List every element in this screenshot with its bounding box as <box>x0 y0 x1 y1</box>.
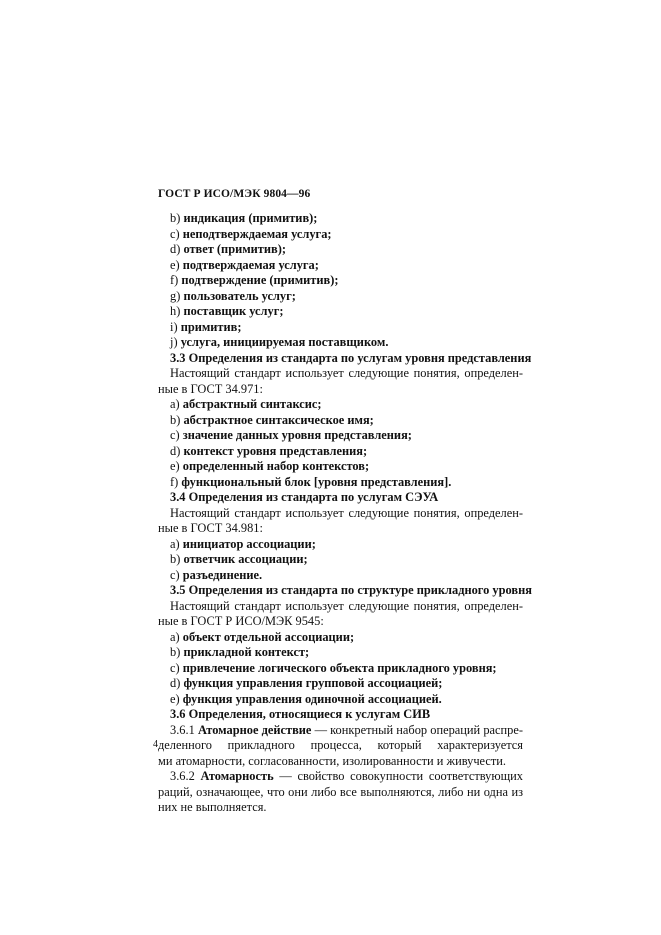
list-marker: a) <box>170 536 180 551</box>
definition-list-item <box>158 692 523 708</box>
document-header: ГОСТ Р ИСО/МЭК 9804—96 <box>158 188 311 200</box>
definition-list-item <box>158 630 523 646</box>
list-marker: e) <box>170 691 180 706</box>
definition-number: 3.6.1 <box>170 722 195 737</box>
list-marker: e) <box>170 459 180 473</box>
list-term: контекст уровня представления; <box>183 443 368 458</box>
section-intro-line: ные в ГОСТ Р ИСО/МЭК 9545: <box>158 614 324 628</box>
definition-list-item <box>158 320 523 336</box>
definition-list-item <box>158 335 523 351</box>
list-marker: h) <box>170 304 181 318</box>
list-term: индикация (примитив); <box>183 211 318 225</box>
list-term: функция управления групповой ассоциацией; <box>183 676 443 690</box>
list-marker: c) <box>170 428 180 442</box>
section-heading-3-5: 3.5 Определения из стандарта по структуре прикладного уровня <box>170 583 532 597</box>
list-marker: b) <box>170 211 181 225</box>
list-term: ответчик ассоциации; <box>183 552 308 566</box>
definition-3-6-1-line: деленного прикладного процесса, который характеризуется <box>158 738 523 752</box>
section-heading-3-4: 3.4 Определения из стандарта по услугам СЭУА <box>170 490 439 504</box>
list-marker: b) <box>170 645 181 659</box>
list-term: поставщик услуг; <box>183 304 284 318</box>
definition-list-item <box>158 676 523 692</box>
list-term: подтверждение (примитив); <box>181 273 339 287</box>
list-term: разъединение. <box>182 567 263 582</box>
page-content <box>158 211 532 816</box>
list-marker: d) <box>170 443 181 458</box>
section-intro-line: ные в ГОСТ 34.981: <box>158 521 263 535</box>
list-term: абстрактный синтаксис; <box>182 397 322 411</box>
list-marker: c) <box>170 226 180 241</box>
list-marker: f) <box>170 474 179 489</box>
definition-list-item <box>158 444 523 460</box>
definition-list-item <box>158 289 523 305</box>
definition-list-item <box>158 258 523 274</box>
list-marker: f) <box>170 273 179 287</box>
list-marker: j) <box>170 335 178 349</box>
definition-list-item <box>158 428 523 444</box>
list-marker: d) <box>170 242 181 256</box>
definition-term: Атомарное действие <box>197 722 312 737</box>
definition-list-item <box>158 645 523 661</box>
definition-text: — конкретный набор операций распре- <box>311 722 523 737</box>
definition-list-presentation <box>158 397 523 490</box>
definition-list-item <box>158 459 523 475</box>
list-marker: g) <box>170 288 181 303</box>
list-term: прикладной контекст; <box>183 645 310 659</box>
list-term: примитив; <box>180 319 242 334</box>
list-marker: i) <box>170 319 178 334</box>
list-term: объект отдельной ассоциации; <box>182 629 355 644</box>
list-term: функция управления одиночной ассоциацией. <box>182 691 442 706</box>
list-marker: a) <box>170 397 180 411</box>
list-term: пользователь услуг; <box>183 288 296 303</box>
list-term: функциональный блок [уровня представления]. <box>181 474 452 489</box>
definition-list-item <box>158 273 523 289</box>
list-term: значение данных уровня представления; <box>182 428 412 442</box>
definition-list-item <box>158 475 523 491</box>
list-term: инициатор ассоциации; <box>182 536 316 551</box>
list-marker: b) <box>170 412 181 427</box>
definition-3-6-2-line: раций, означающее, что они либо все выполняются, либо ни одна из <box>158 784 523 799</box>
section-heading-3-6: 3.6 Определения, относящиеся к услугам СИВ <box>170 707 431 721</box>
definition-text: — свойство совокупности соответствующих <box>279 769 523 783</box>
definition-list-item <box>158 227 523 243</box>
definition-list-item <box>158 568 523 584</box>
list-marker: c) <box>170 567 180 582</box>
list-term: услуга, инициируемая поставщиком. <box>180 335 389 349</box>
list-term: ответ (примитив); <box>183 242 286 256</box>
definition-3-6-1-line <box>158 723 523 739</box>
definition-list-application-layer <box>158 630 523 708</box>
list-term: неподтверждаемая услуга; <box>182 226 332 241</box>
list-marker: e) <box>170 257 180 272</box>
definition-number: 3.6.2 <box>170 769 195 783</box>
definition-3-6-2-line <box>158 769 523 785</box>
list-term: определенный набор контекстов; <box>182 459 370 473</box>
definition-list-item <box>158 211 523 227</box>
definition-term: Атомарность <box>200 769 274 783</box>
definition-list-osi <box>158 211 523 351</box>
definition-list-item <box>158 242 523 258</box>
definition-3-6-1-line: ми атомарности, согласованности, изолированности и живучести. <box>158 753 507 768</box>
definition-list-item <box>158 537 523 553</box>
section-intro-line: ные в ГОСТ 34.971: <box>158 381 263 396</box>
list-marker: b) <box>170 552 181 566</box>
list-term: абстрактное синтаксическое имя; <box>183 412 374 427</box>
list-marker: d) <box>170 676 181 690</box>
section-intro-line: Настоящий стандарт использует следующие понятия, определен- <box>170 505 523 520</box>
definition-list-item <box>158 304 523 320</box>
page-number: 4 <box>153 739 158 750</box>
section-heading-3-3: 3.3 Определения из стандарта по услугам уровня представления <box>170 350 532 365</box>
definition-3-6-2-line: них не выполняется. <box>158 800 267 814</box>
definition-list-item <box>158 552 523 568</box>
definition-list-item <box>158 661 523 677</box>
section-intro-line: Настоящий стандарт использует следующие понятия, определен- <box>170 366 523 380</box>
list-marker: a) <box>170 629 180 644</box>
definition-list-acse <box>158 537 523 584</box>
section-intro-line: Настоящий стандарт использует следующие понятия, определен- <box>170 598 523 613</box>
list-term: привлечение логического объекта прикладного уровня; <box>182 660 497 675</box>
list-term: подтверждаемая услуга; <box>182 257 319 272</box>
definition-list-item <box>158 413 523 429</box>
definition-list-item <box>158 397 523 413</box>
list-marker: c) <box>170 660 180 675</box>
